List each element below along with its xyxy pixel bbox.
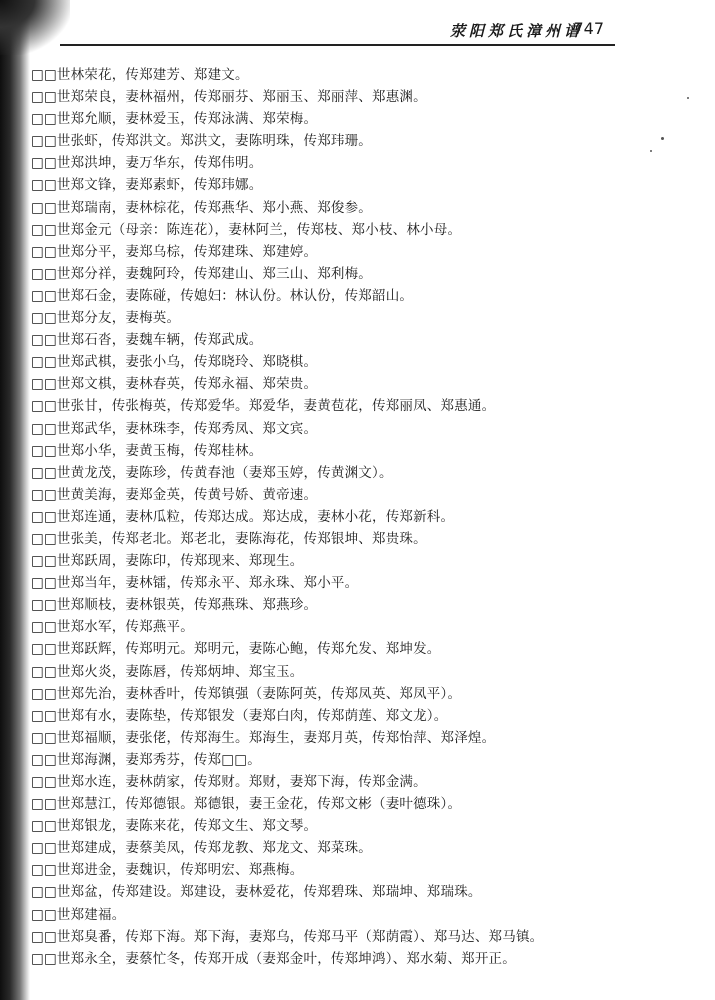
book-title: 荥阳郑氏漳州谱 <box>450 22 584 40</box>
genealogy-entry: □□世郑分祥，妻魏阿玲，传郑建山、郑三山、郑利梅。 <box>31 265 373 282</box>
genealogy-entry: □□世郑金元（母亲：陈连花），妻林阿兰，传郑枝、郑小枝、林小母。 <box>31 221 462 238</box>
genealogy-entry: □□世郑福顺，妻张佬，传郑海生。郑海生，妻郑月英，传郑怡萍、郑泽煌。 <box>31 729 496 746</box>
scan-speck <box>650 150 652 152</box>
genealogy-entry: □□世郑连通，妻林瓜粒，传郑达成。郑达成，妻林小花，传郑新科。 <box>31 508 455 525</box>
genealogy-entry: □□世郑顺枝，妻林银英，传郑燕珠、郑燕珍。 <box>31 597 318 614</box>
genealogy-entry: □□世郑跃周，妻陈印，传郑现来、郑现生。 <box>31 553 304 570</box>
genealogy-entry: □□世郑火炎，妻陈唇，传郑炳坤、郑宝玉。 <box>31 663 304 680</box>
page-number: 747 <box>573 19 604 38</box>
genealogy-entry: □□世郑进金，妻魏识，传郑明宏、郑燕梅。 <box>31 862 304 879</box>
genealogy-entry: □□世郑先治，妻林香叶，传郑镇强（妻陈阿英，传郑凤英、郑凤平）。 <box>31 685 462 702</box>
genealogy-entry: □□世郑水连，妻林荫家，传郑财。郑财，妻郑下海，传郑金满。 <box>31 774 427 790</box>
genealogy-entry: □□世黄美海，妻郑金英，传黄号娇、黄帝速。 <box>31 486 318 503</box>
scan-speck <box>687 97 689 99</box>
genealogy-entry: □□世郑武棋，妻张小乌，传郑晓玲、郑晓棋。 <box>31 354 318 371</box>
genealogy-entry: □□世郑永全，妻蔡忙冬，传郑开成（妻郑金叶，传郑坤鸿）、郑水菊、郑开正。 <box>31 950 516 967</box>
scanned-binding-edge <box>0 0 30 1000</box>
genealogy-entry: □□世郑水军，传郑燕平。 <box>31 619 194 636</box>
genealogy-entry: □□世郑武华，妻林珠李，传郑秀凤、郑文宾。 <box>31 420 318 437</box>
genealogy-entry: □□世林荣花，传郑建芳、郑建文。 <box>31 67 249 83</box>
genealogy-entry: □□世张甘，传张梅英，传郑爱华。郑爱华，妻黄苞花，传郑丽凤、郑惠通。 <box>31 398 496 415</box>
page-header <box>430 20 610 44</box>
header-rule <box>60 44 615 46</box>
genealogy-entry: □□世张虾，传郑洪文。郑洪文，妻陈明珠，传郑玮珊。 <box>31 133 373 150</box>
genealogy-entry: □□世郑文棋，妻林春英，传郑永福、郑荣贵。 <box>31 376 318 393</box>
scanned-binding-shadow <box>0 0 70 55</box>
scan-speck <box>661 137 664 140</box>
genealogy-entry: □□世郑慧江，传郑德银。郑德银，妻王金花，传郑文彬（妻叶德珠）。 <box>31 796 462 813</box>
genealogy-entry: □□世郑建成，妻蔡美凤，传郑龙教、郑龙文、郑菜珠。 <box>31 840 373 857</box>
genealogy-entry: □□世郑石沓，妻魏车辆，传郑武成。 <box>31 332 263 349</box>
genealogy-entry: □□世郑臭番，传郑下海。郑下海，妻郑乌，传郑马平（郑荫霞）、郑马达、郑马镇。 <box>31 928 544 945</box>
genealogy-entry: □□世郑洪坤，妻万华东，传郑伟明。 <box>31 155 263 172</box>
genealogy-entry: □□世郑有水，妻陈垫，传郑银发（妻郑白肉，传郑荫莲、郑文龙）。 <box>31 707 448 724</box>
genealogy-entry: □□世郑文锋，妻郑素虾，传郑玮娜。 <box>31 177 263 194</box>
genealogy-entry: □□世郑跃辉，传郑明元。郑明元，妻陈心鲍，传郑允发、郑坤发。 <box>31 641 441 658</box>
genealogy-entry: □□世郑瑞南，妻林棕花，传郑燕华、郑小燕、郑俊参。 <box>31 199 373 216</box>
genealogy-entry: □□世郑小华，妻黄玉梅，传郑桂林。 <box>31 442 263 459</box>
genealogy-entry: □□世郑当年，妻林镭，传郑永平、郑永珠、郑小平。 <box>31 575 359 592</box>
genealogy-entry: □□世郑银龙，妻陈来花，传郑文生、郑文琴。 <box>31 818 318 835</box>
genealogy-entry: □□世郑荣良，妻林福州，传郑丽芬、郑丽玉、郑丽萍、郑惠渊。 <box>31 89 427 106</box>
genealogy-entry: □□世黄龙茂，妻陈珍，传黄春池（妻郑玉婷，传黄渊文）。 <box>31 464 393 481</box>
genealogy-entry: □□世郑建福。 <box>31 906 126 923</box>
genealogy-entry: □□世郑分平，妻郑乌棕，传郑建珠、郑建婷。 <box>31 243 318 260</box>
genealogy-entry-list <box>31 64 691 970</box>
genealogy-entry: □□世郑石金，妻陈碰，传媳妇：林认份。林认份，传郑韶山。 <box>31 287 414 304</box>
genealogy-entry: □□世郑分友，妻梅英。 <box>31 310 181 327</box>
genealogy-entry: □□世郑盆，传郑建设。郑建设，妻林爱花，传郑碧珠、郑瑞坤、郑瑞珠。 <box>31 884 482 901</box>
genealogy-entry: □□世郑允顺，妻林爱玉，传郑泳满、郑荣梅。 <box>31 111 318 128</box>
genealogy-entry: □□世郑海渊，妻郑秀芬，传郑□□。 <box>31 751 261 768</box>
genealogy-entry: □□世张美，传郑老北。郑老北，妻陈海花，传郑银坤、郑贵珠。 <box>31 530 427 547</box>
